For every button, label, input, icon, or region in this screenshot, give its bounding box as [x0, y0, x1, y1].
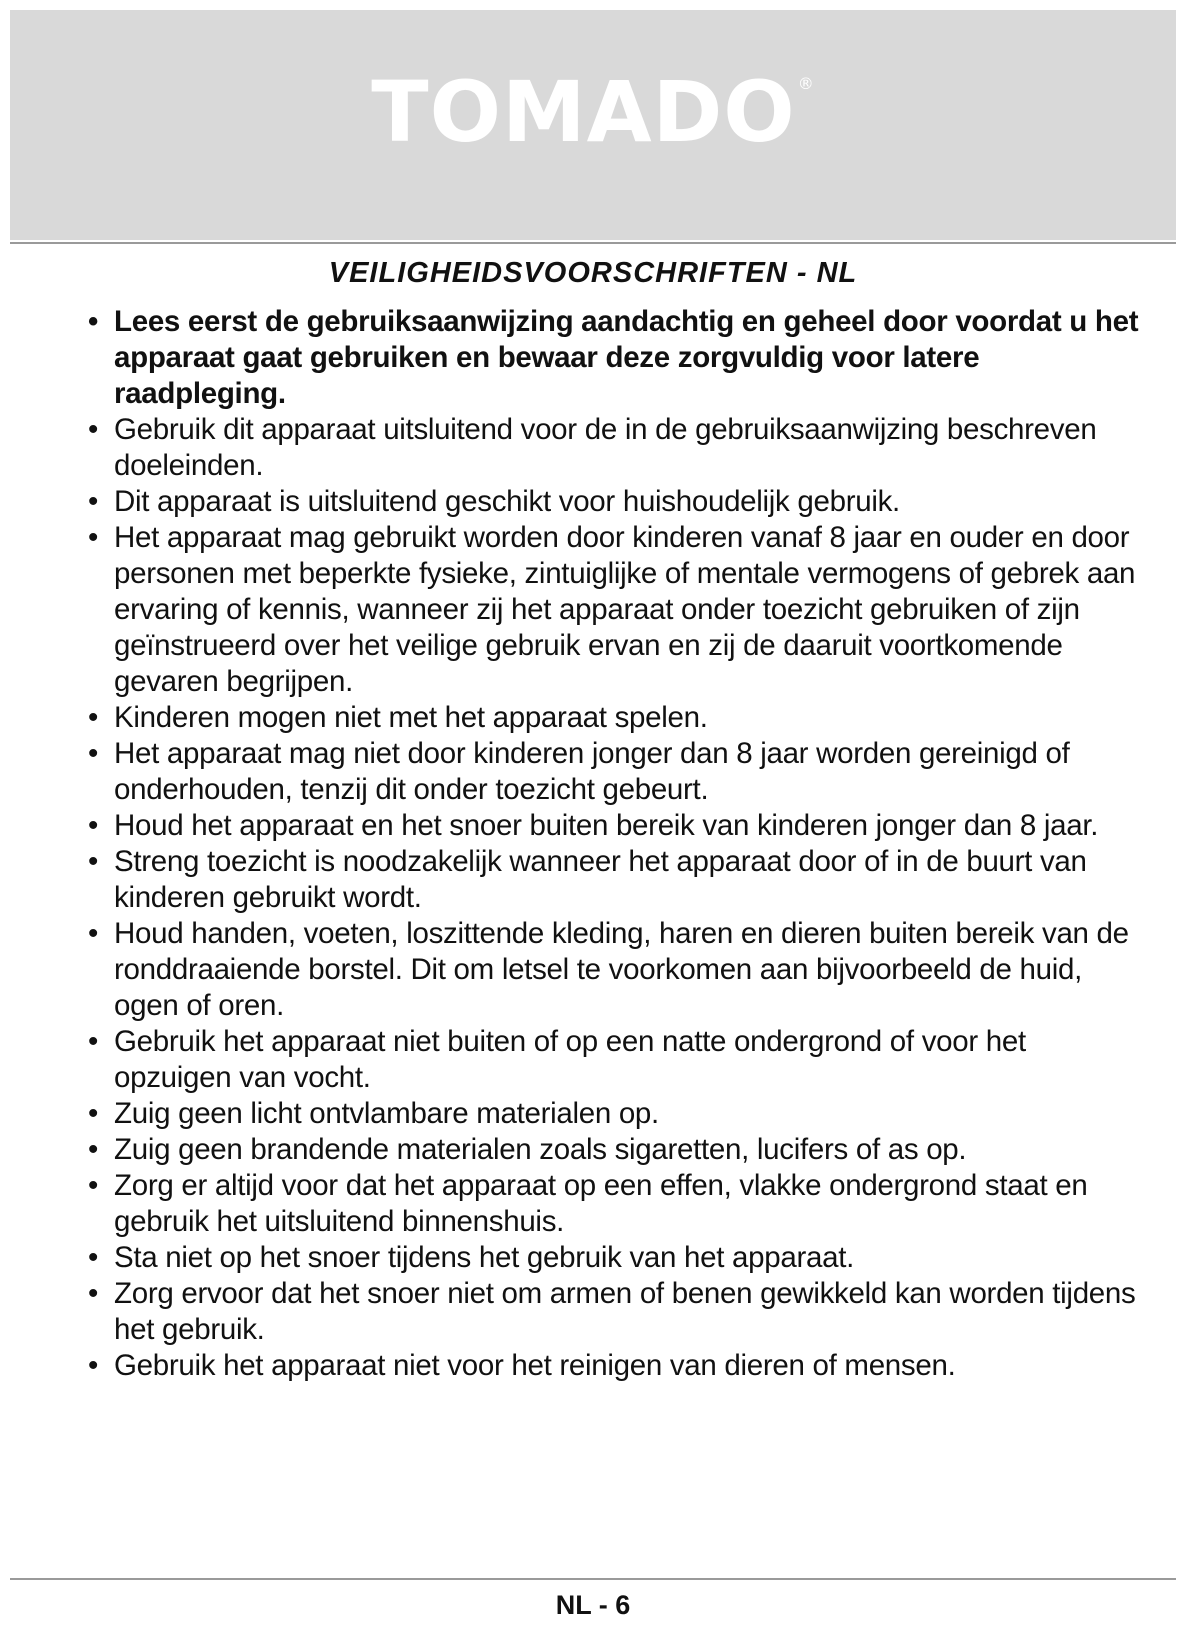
safety-rules-list: [88, 304, 1148, 1384]
logo-text: TOMADO: [371, 63, 796, 161]
list-item-text: Lees eerst de gebruiksaanwijzing aandachtig en geheel door voordat u het apparaat gaat gebruiken en bewaar deze zorgvuldig voor latere raadpleging.: [114, 305, 1139, 410]
list-item: [88, 1096, 1148, 1132]
bullet-icon: •: [88, 1133, 99, 1166]
list-item-text: Gebruik het apparaat niet buiten of op een natte ondergrond of voor het opzuigen van vocht.: [114, 1025, 1026, 1094]
list-item-text: Houd het apparaat en het snoer buiten bereik van kinderen jonger dan 8 jaar.: [114, 809, 1099, 842]
list-item-text: Gebruik dit apparaat uitsluitend voor de in de gebruiksaanwijzing beschreven doeleinden.: [114, 413, 1097, 482]
bullet-icon: •: [88, 1277, 99, 1310]
list-item: [88, 1240, 1148, 1276]
list-item: [88, 1348, 1148, 1384]
list-item: [88, 1024, 1148, 1096]
list-item-text: Zuig geen licht ontvlambare materialen op.: [114, 1097, 659, 1130]
list-item: [88, 1276, 1148, 1348]
bullet-icon: •: [88, 1169, 99, 1202]
list-item: [88, 304, 1148, 412]
list-item: [88, 412, 1148, 484]
bullet-icon: •: [88, 485, 99, 518]
tomado-logo: [10, 63, 1176, 161]
list-item: [88, 808, 1148, 844]
list-item: [88, 700, 1148, 736]
bullet-icon: •: [88, 845, 99, 878]
footer-divider: [10, 1578, 1176, 1580]
bullet-icon: •: [88, 809, 99, 842]
list-item: [88, 1168, 1148, 1240]
list-item-text: Gebruik het apparaat niet voor het reinigen van dieren of mensen.: [114, 1349, 956, 1382]
header-divider: [10, 242, 1176, 244]
list-item-text: Het apparaat mag gebruikt worden door kinderen vanaf 8 jaar en ouder en door personen met beperkte fysieke, zintuiglijke of mentale vermogens of gebrek aan ervaring of kennis, wanneer zij het apparaat onder toezicht gebruiken of zijn geïnstrueerd over het veilige gebruik ervan en zij de daaruit voortkomende gevaren begrijpen.: [114, 521, 1136, 698]
list-item-text: Zorg er altijd voor dat het apparaat op een effen, vlakke ondergrond staat en gebruik het uitsluitend binnenshuis.: [114, 1169, 1088, 1238]
list-item: [88, 1132, 1148, 1168]
bullet-icon: •: [88, 737, 99, 770]
list-item: [88, 484, 1148, 520]
list-item-text: Kinderen mogen niet met het apparaat spelen.: [114, 701, 708, 734]
bullet-icon: •: [88, 305, 99, 338]
list-item: [88, 736, 1148, 808]
bullet-icon: •: [88, 1241, 99, 1274]
page-number: NL - 6: [555, 1590, 631, 1620]
bullet-icon: •: [88, 701, 99, 734]
bullet-icon: •: [88, 1349, 99, 1382]
bullet-icon: •: [88, 917, 99, 950]
list-item: [88, 520, 1148, 700]
list-item-text: Houd handen, voeten, loszittende kleding, haren en dieren buiten bereik van de ronddraaiende borstel. Dit om letsel te voorkomen aan bijvoorbeeld de huid, ogen of oren.: [114, 917, 1129, 1022]
bullet-icon: •: [88, 521, 99, 554]
list-item-text: Zuig geen brandende materialen zoals sigaretten, lucifers of as op.: [114, 1133, 967, 1166]
list-item-text: Sta niet op het snoer tijdens het gebruik van het apparaat.: [114, 1241, 854, 1274]
list-item-text: Dit apparaat is uitsluitend geschikt voor huishoudelijk gebruik.: [114, 485, 900, 518]
list-item-text: Streng toezicht is noodzakelijk wanneer het apparaat door of in de buurt van kinderen gebruikt wordt.: [114, 845, 1087, 914]
list-item: [88, 916, 1148, 1024]
registered-mark: ®: [797, 74, 815, 93]
bullet-icon: •: [88, 1025, 99, 1058]
list-item-text: Het apparaat mag niet door kinderen jonger dan 8 jaar worden gereinigd of onderhouden, tenzij dit onder toezicht gebeurt.: [114, 737, 1070, 806]
list-item-text: Zorg ervoor dat het snoer niet om armen of benen gewikkeld kan worden tijdens het gebruik.: [114, 1277, 1136, 1346]
bullet-icon: •: [88, 1097, 99, 1130]
list-item: [88, 844, 1148, 916]
header-band: [10, 10, 1176, 240]
bullet-icon: •: [88, 413, 99, 446]
section-title: VEILIGHEIDSVOORSCHRIFTEN - NL: [328, 257, 858, 289]
